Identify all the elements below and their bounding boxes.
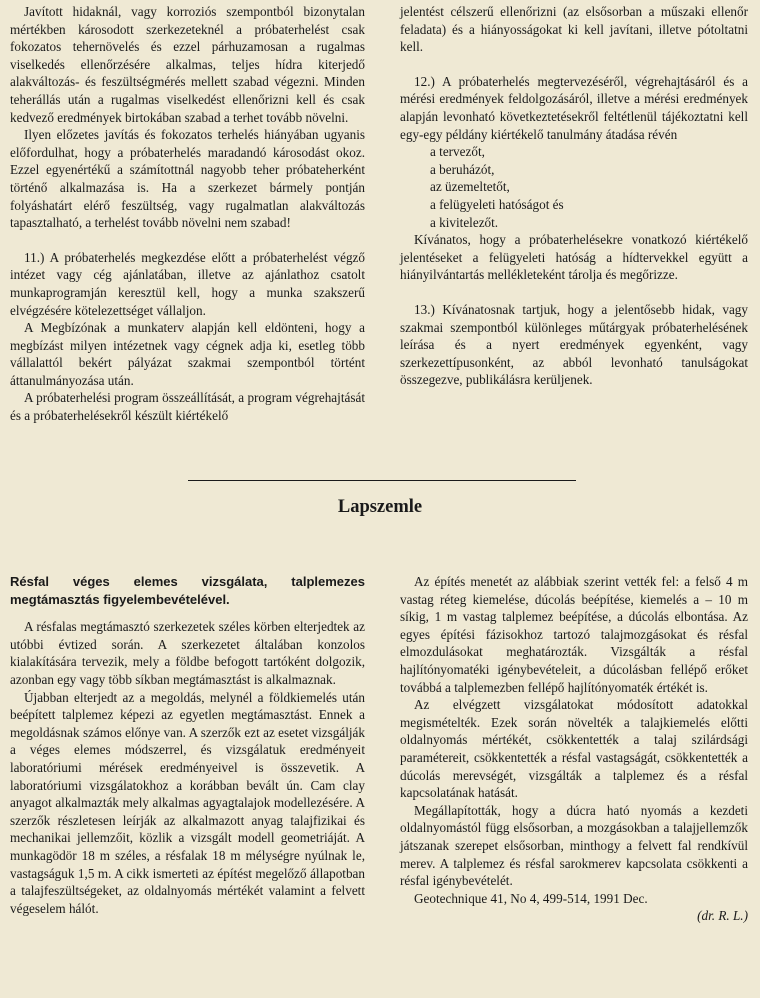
top-right-column	[400, 3, 748, 389]
paragraph: Megállapították, hogy a dúcra ható nyomás a kezdeti oldalnyomástól függ elsősorban, a mozgásokban a talajjellemzők játszanak szerepet elsősorban, minthogy a felvett fal rendkívül merev. A talplemez és résfal sarokmerev kapcsolata csökkenti a résfal igénybevételét.	[400, 802, 748, 889]
list-item: a felügyeleti hatóságot és	[430, 196, 564, 212]
paragraph: 11.) A próbaterhelés megkezdése előtt a próbaterhelést végző intézet vagy cég ajánlatában, illetve az ajánlathoz csatolt munkaprogramján keresztül kell, hogy a munka szakszerű elvégzésére kötelezettséget vállaljon.	[10, 249, 365, 318]
section-divider	[188, 480, 576, 481]
paragraph: Az elvégzett vizsgálatokat módosított adatokkal megismételték. Ezek során növelték a talajkiemelés előtti oldalnyomás mértékét, csökkentették a talaj szilárdsági paramétereit, csökkentették a résfal vastagságát, csökkentették a dúcolás merevségét, vizsgálták a talplemez és a résfal kapcsolatának hatását.	[400, 697, 748, 801]
signature: (dr. R. L.)	[697, 908, 748, 924]
list-item: a beruházót,	[430, 161, 495, 177]
list-item: a tervezőt,	[430, 144, 485, 160]
list-item: az üzemeltetőt,	[430, 179, 510, 195]
paragraph: 12.) A próbaterhelés megtervezéséről, végrehajtásáról és a mérési eredmények feldolgozásáról, illetve a mérési eredmények alapján levonható következtetésekről feltétlenül tájékoztatni kell egy-egy példány kiértékelő tanulmány átadása révén	[400, 73, 748, 142]
list-item: a kivitelezőt.	[430, 214, 499, 230]
review-right-column	[400, 573, 748, 925]
review-left-column	[10, 573, 365, 917]
paragraph: Újabban elterjedt az a megoldás, melynél a földkiemelés után beépített talplemez képezi az egyetlen megtámasztást. Ennek a megoldásnak számos előnye van. A szerzők ezt az esetet vizsgálják a véges elemes módszerrel, és vizsgálatuk eredményeit laboratóriumi mérések eredményeivel is összevetik. A laboratóriumi vizsgálatokhoz a korábban bevált ún. Cam clay anyagot alkalmazták mely alkalmas agyagtalajok modellezésére. A szerzők részletesen leírják az alkalmazott anyag talajfizikai és mechanikai jellemzőit, közlik a vizsgált modell geometriáját. A munkagödör 18 m széles, a résfalak 18 m mélységre nyúlnak le, vastagságuk 1,5 m. A cikk ismerteti az építést megelőző állapotban a talajfeszültségeket, az oldalnyomás mértékét valamint a felvett végeselem hálót.	[10, 689, 365, 916]
paragraph: jelentést célszerű ellenőrizni (az elsősorban a műszaki ellenőr feladata) és a hiányosságokat ki kell javítani, illetve pótoltatni kell.	[400, 4, 748, 55]
paragraph: A Megbízónak a munkaterv alapján kell eldönteni, hogy a megbízást milyen intézetnek vagy cégnek adja ki, esetleg több vállalattól bekért pályázat szakmai szempontból történt áttanulmányozása után.	[10, 320, 365, 388]
paragraph: Kívánatos, hogy a próbaterhelésekre vonatkozó kiértékelő jelentéseket a felügyeleti hatóság a hídtervekkel együtt a hiányilvántartás mellékleteként tárolja és megőrizze.	[400, 232, 748, 283]
citation: Geotechnique 41, No 4, 499-514, 1991 Dec.	[414, 890, 648, 906]
paragraph: Az építés menetét az alábbiak szerint vették fel: a felső 4 m vastag réteg kiemelése, dúcolás beépítése, kiemelés a – 10 m síkig, 1 m vastag talplemez beépítése, a dúcolás elbontása. Az egyes építési fázisokhoz tartozó talajmozgásokat és résfal elmozdulásokat meghatározták. Vizsgálták a résfal hajlítónyomatéki igénybevételeit, a dúcolásban fellépő erőket továbbá a talplemezben fellépő hajlítónyomaték értékét is.	[400, 574, 748, 695]
paragraph: 13.) Kívánatosnak tartjuk, hogy a jelentősebb hidak, vagy szakmai szempontból különleges műtárgyak próbaterhelésének leírása és a nyert eredmények egyenként, vagy szerkezettípusonként, az abból levonható tanulságokat összegezve, publikálásra kerüljenek.	[400, 301, 748, 388]
recipient-list	[400, 143, 748, 231]
paragraph: Javított hidaknál, vagy korroziós szempontból bizonytalan mértékben károsodott szerkezeteknél a próbaterhelést csak fokozatos tehernövelés és ezzel párhuzamosan a rugalmas viselkedés ellenőrzésére alkalmas, teljes hídra kiterjedő alakváltozás- és feszültségmérés mellett szabad végezni. Minden teherállás után a rugalmas viselkedést ellenőrizni kell és csak kedvező eredmények birtokában szabad a terhet tovább növelni.	[10, 4, 365, 125]
section-title: Lapszemle	[337, 497, 423, 517]
paragraph: A résfalas megtámasztó szerkezetek széles körben elterjedtek az utóbbi évtized során. A szerkezetet általában konzolos kialakítására tervezik, mely a földbe befogott tartóként dolgozik, azonban egy vagy több síkban megtámasztást is alkalmaznak.	[10, 619, 365, 687]
paragraph: A próbaterhelési program összeállítását, a program végrehajtását és a próbaterhelésekről készült kiértékelő	[10, 390, 365, 424]
top-left-column	[10, 3, 365, 425]
article-title: Résfal véges elemes vizsgálata, talplemezes megtámasztás figyelembevételével.	[10, 574, 365, 607]
paragraph: Ilyen előzetes javítás és fokozatos terhelés hiányában ugyanis előfordulhat, hogy a próbaterhelés maradandó károsodást okoz. Ezzel egyenértékű a számítottnál nagyobb teher próbateherként történő alkalmazása is. Ha a szerkezet bármely pontján folyáshatárt elérő feszültség, vagy rugalmatlan alakváltozás tapasztalható, a terhelést tovább növelni nem szabad!	[10, 127, 365, 231]
